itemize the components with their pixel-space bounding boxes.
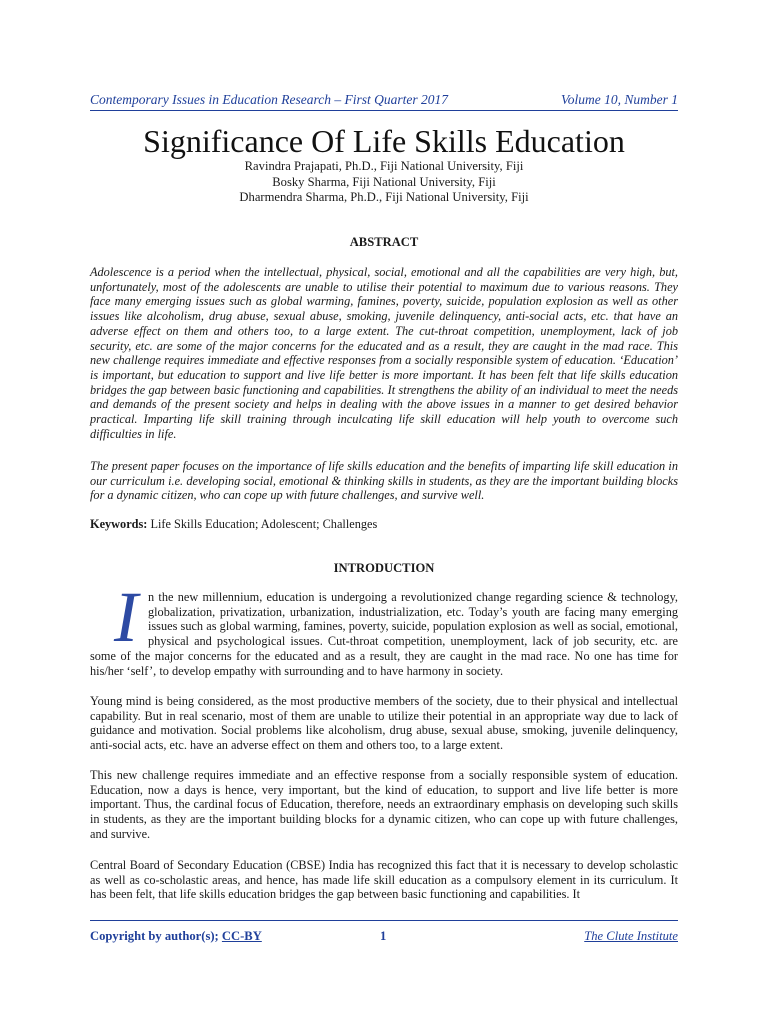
intro-paragraph: Young mind is being considered, as the most productive members of the society, due to their physical and intellectual capability. But in real scenario, most of them are unable to utilize their potential in an appropriate way due to lack of guidance and motivation. Social problems like alcoholism, drug abuse, sexual abuse, smoking, juvenile delinquency, anti-social acts, etc. have an adverse effect on them and others too, to a large extent.: [90, 694, 678, 753]
keywords-line: [90, 517, 678, 532]
abstract-heading: ABSTRACT: [349, 235, 419, 249]
volume-number: Volume 10, Number 1: [561, 92, 678, 107]
introduction-heading: INTRODUCTION: [333, 561, 435, 575]
intro-paragraph: This new challenge requires immediate and an effective response from a socially responsible system of education. Education, now a days is hence, very important, but the kind of education, to support and live life better is more important. Thus, the cardinal focus of Education, therefore, needs an extraordinary emphasis on developing such skills in students, as they are the important building blocks for a dynamic citizen, who can cope up with future challenges, and survive.: [90, 768, 678, 841]
publisher-link[interactable]: The Clute Institute: [584, 929, 678, 943]
running-header: [90, 92, 678, 111]
license-link[interactable]: CC-BY: [221, 929, 262, 943]
intro-paragraph: Central Board of Secondary Education (CBSE) India has recognized this fact that it is necessary to develop scholastic as well as co-scholastic areas, and hence, has made life skill education as a compulsory element in its curriculum. It has been felt, that life skills education bridges the gap between basic functioning and capabilities. It: [90, 858, 678, 902]
copyright-text: Copyright by author(s);: [90, 929, 219, 943]
keywords-label: Keywords:: [90, 517, 148, 531]
abstract-paragraph: Adolescence is a period when the intellectual, physical, social, emotional and all the capabilities are very high, but, unfortunately, most of the adolescents are unable to utilise their potential to maximum due to various reasons. They face many emerging issues such as global warming, famines, poverty, suicide, population explosion as well as other issues like alcoholism, drug abuse, sexual abuse, smoking, juvenile delinquency, anti-social acts, etc. that have an adverse effect on them and others too, to a large extent. The cut-throat competition, unemployment, lack of job security, etc. are some of the major concerns for the educated and as a result, they are caught in the mad race. This new challenge requires immediate and effective responses from a socially responsible system of education. ‘Education’ is important, but education to support and live life better is more important. It has been felt that life skills education bridges the gap between basic functioning and capabilities. It strengthens the ability of an individual to meet the needs and demands of the present society and helps in dealing with the above issues in a manner to get desired behavior practical. Imparting life skill training through inculcating life skill education will help youth to overcome such difficulties in life.: [90, 265, 678, 441]
keywords-text: Life Skills Education; Adolescent; Challenges: [150, 517, 378, 531]
abstract-paragraph: The present paper focuses on the importance of life skills education and the benefits of imparting life skill education in our curriculum i.e. developing social, emotional & thinking skills in students, as they are the important building blocks for a dynamic citizen, who can cope up with future challenges, and survive well.: [90, 459, 678, 503]
author-list: [0, 159, 768, 206]
drop-cap: I: [114, 577, 138, 657]
intro-paragraph: [90, 577, 678, 678]
copyright-notice: [90, 929, 262, 944]
journal-name: Contemporary Issues in Education Research – First Quarter 2017: [90, 92, 448, 107]
intro-first-text: n the new millennium, education is undergoing a revolutionized change regarding science & technology, globalization, privatization, urbanization, industrialization, etc. Today’s youth are facing many emerging issues such as global warming, famines, poverty, suicide, population explosion as well as social, emotional, physical and psychological issues. Cut-throat competition, unemployment, lack of job security, etc. are some of the major concerns for the educated and as a result, they are caught in the mad race. No one has time for his/her ‘self’, to develop empathy with surrounding and to have harmony in society.: [90, 590, 678, 678]
author-line: Ravindra Prajapati, Ph.D., Fiji National University, Fiji: [244, 159, 524, 173]
page-footer: [90, 920, 678, 944]
author-line: Dharmendra Sharma, Ph.D., Fiji National University, Fiji: [239, 190, 529, 205]
author-line: Bosky Sharma, Fiji National University, Fiji: [272, 174, 496, 189]
page-number: 1: [380, 929, 387, 943]
paper-title: Significance Of Life Skills Education: [143, 123, 625, 159]
